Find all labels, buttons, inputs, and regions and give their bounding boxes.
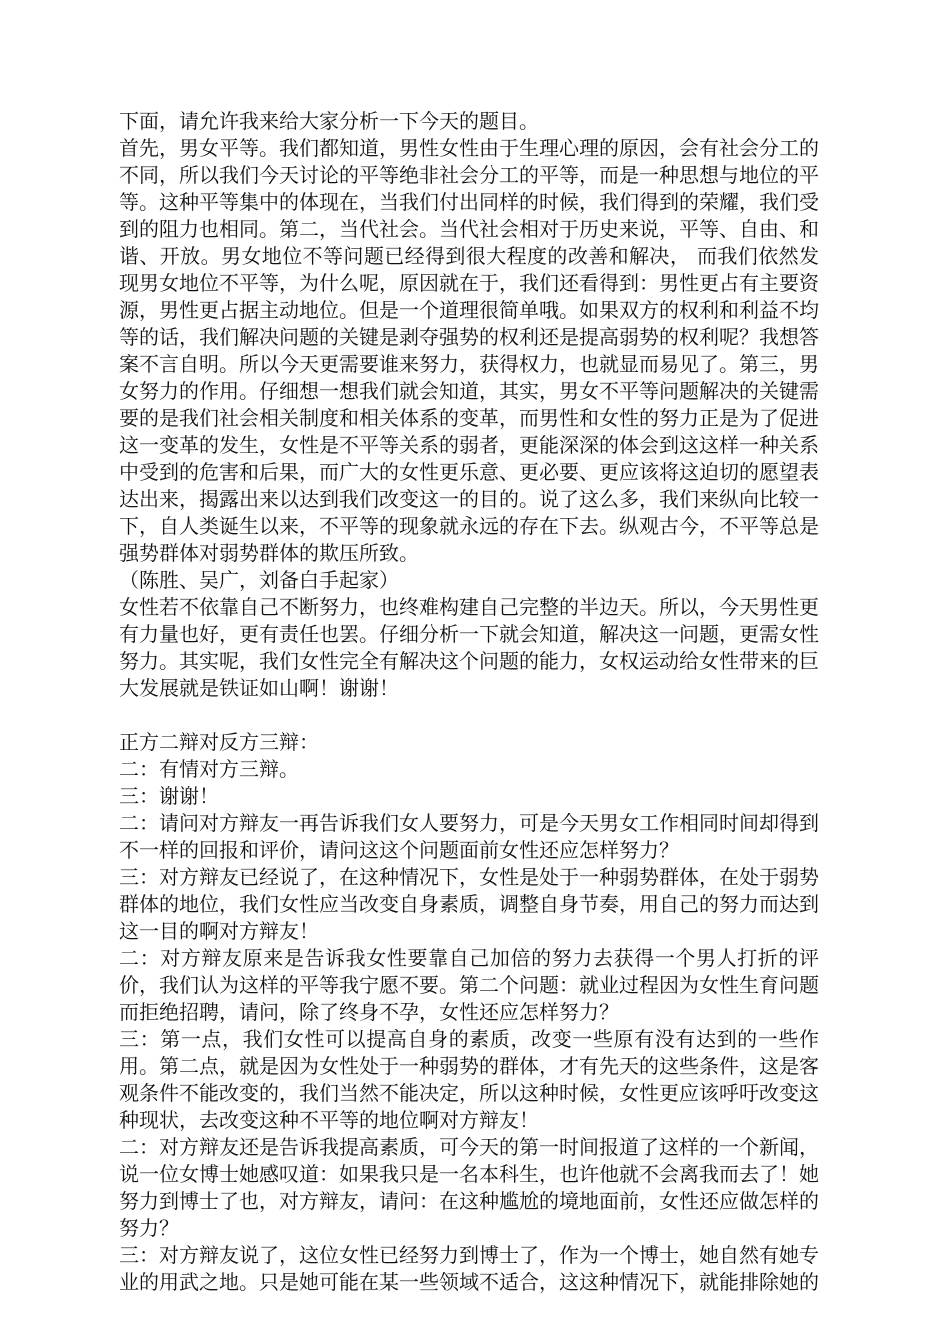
debate-line: 三：谢谢！ (119, 784, 219, 808)
document-page (119, 108, 819, 1296)
debate-line: 二：有情对方三辩。 (119, 757, 299, 781)
debate-line: 二：对方辩友原来是告诉我女性要靠自己加倍的努力去获得一个男人打折的评价，我们认为这样的平等我宁愿不要。第二个问题：就业过程因为女性生育问题而拒绝招聘，请问，除了终身不孕，女性还应怎样努力？ (119, 946, 819, 1024)
argument-paragraph-2: （陈胜、吴广，刘备白手起家） (119, 568, 399, 592)
debate-line: 二：对方辩友还是告诉我提高素质，可今天的第一时间报道了这样的一个新闻，说一位女博士她感叹道：如果我只是一名本科生，也许他就不会离我而去了！她努力到博士了也，对方辩友，请问：在这种尴尬的境地面前，女性还应做怎样的努力？ (119, 1135, 819, 1240)
intro-line: 下面，请允许我来给大家分析一下今天的题目。 (119, 109, 539, 133)
debate-line: 三：对方辩友已经说了，在这种情况下，女性是处于一种弱势群体，在处于弱势群体的地位，我们女性应当改变自身素质，调整自身节奏，用自己的努力而达到这一目的啊对方辩友！ (119, 865, 819, 943)
debate-line: 二：请问对方辩友一再告诉我们女人要努力，可是今天男女工作相同时间却得到不一样的回报和评价，请问这这个问题面前女性还应怎样努力？ (119, 811, 819, 862)
argument-paragraph-3: 女性若不依靠自己不断努力，也终难构建自己完整的半边天。所以，今天男性更有力量也好，更有责任也罢。仔细分析一下就会知道，解决这一问题，更需女性努力。其实呢，我们女性完全有解决这个问题的能力，女权运动给女性带来的巨大发展就是铁证如山啊！谢谢！ (119, 595, 819, 700)
debate-line: 三：对方辩友说了，这位女性已经努力到博士了，作为一个博士，她自然有她专业的用武之地。只是她可能在某一些领域不适合，这这种情况下，就能排除她的 (119, 1243, 819, 1294)
argument-paragraph-1: 首先，男女平等。我们都知道，男性女性由于生理心理的原因，会有社会分工的不同，所以我们今天讨论的平等绝非社会分工的平等，而是一种思想与地位的平等。这种平等集中的体现在，当我们付出同样的时候，我们得到的荣耀，我们受到的阻力也相同。第二，当代社会。当代社会相对于历史来说，平等、自由、和谐、开放。男女地位不等问题已经得到很大程度的改善和解决， 而我们依然发现男女地位不平等，为什么呢，原因就在于，我们还看得到：男性更占有主要资源，男性更占据主动地位。但是一个道理很简单哦。如果双方的权利和利益不均等的话，我们解决问题的关键是剥夺强势的权利还是提高弱势的权利呢？我想答案不言自明。所以今天更需要谁来努力，获得权力，也就显而易见了。第三，男女努力的作用。仔细想一想我们就会知道，其实，男女不平等问题解决的关键需要的是我们社会相关制度和相关体系的变革，而男性和女性的努力正是为了促进这一变革的发生，女性是不平等关系的弱者，更能深深的体会到这这样一种关系中受到的危害和后果，而广大的女性更乐意、更必要、更应该将这迫切的愿望表达出来，揭露出来以达到我们改变这一的目的。说了这么多，我们来纵向比较一下，自人类诞生以来，不平等的现象就永远的存在下去。纵观古今，不平等总是强势群体对弱势群体的欺压所致。 (119, 136, 819, 565)
paragraph-gap (119, 702, 819, 729)
debate-line: 三：第一点，我们女性可以提高自身的素质，改变一些原有没有达到的一些作用。第二点，就是因为女性处于一种弱势的群体，才有先天的这些条件，这是客观条件不能改变的，我们当然不能决定，所以这种时候，女性更应该呼吁改变这种现状，去改变这种不平等的地位啊对方辩友！ (119, 1027, 819, 1132)
debate-heading: 正方二辩对反方三辩： (119, 730, 319, 754)
